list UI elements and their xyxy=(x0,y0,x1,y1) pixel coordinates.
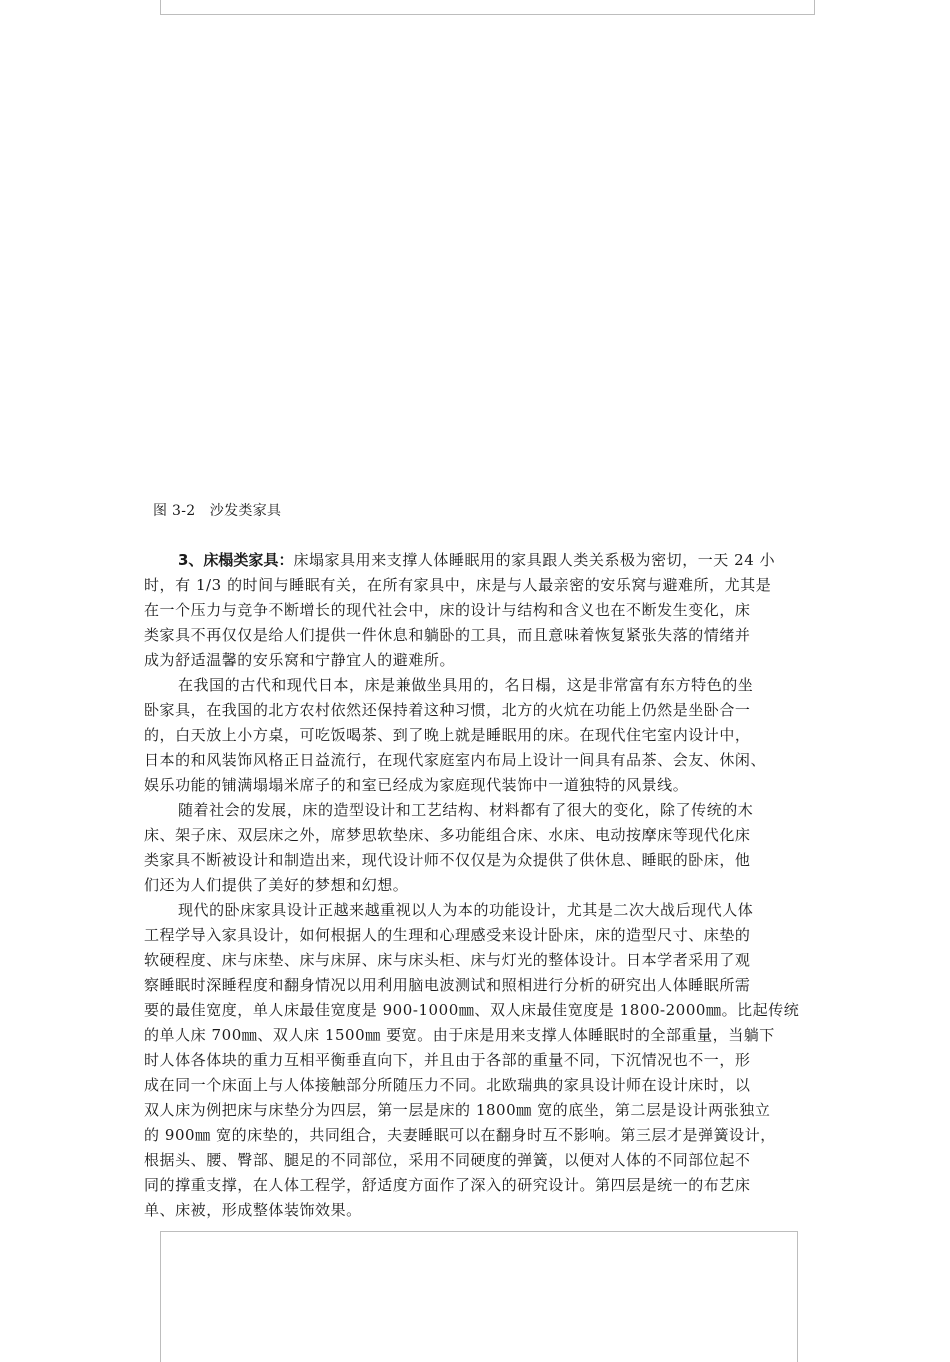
text-line: 的 900㎜ 宽的床垫的，共同组合，夫妻睡眠可以在翻身时互不影响。第三层才是弹簧设计， xyxy=(144,1126,776,1144)
text-line: 时人体各体块的重力互相平衡垂直向下，并且由于各部的重量不同，下沉情况也不一，形 xyxy=(144,1051,751,1069)
text-line: 工程学导入家具设计，如何根据人的生理和心理感受来设计卧床，床的造型尺寸、床垫的 xyxy=(144,926,751,944)
text-line: 软硬程度、床与床垫、床与床屏、床与床头柜、床与灯光的整体设计。日本学者采用了观 xyxy=(144,951,751,969)
text-line: 类家具不再仅仅是给人们提供一件休息和躺卧的工具，而且意味着恢复紧张失落的情绪并 xyxy=(144,626,751,644)
figure-frame-top xyxy=(160,0,815,15)
text-line: 根据头、腰、臀部、腿足的不同部位，采用不同硬度的弹簧，以便对人体的不同部位起不 xyxy=(144,1151,751,1169)
figure-frame-bottom xyxy=(160,1231,798,1362)
text-line: 随着社会的发展，床的造型设计和工艺结构、材料都有了很大的变化，除了传统的木 xyxy=(178,801,754,819)
text-line: 成为舒适温馨的安乐窝和宁静宜人的避难所。 xyxy=(144,651,456,669)
text-line: 在一个压力与竞争不断增长的现代社会中，床的设计与结构和含义也在不断发生变化，床 xyxy=(144,601,751,619)
text-line: 同的撑重支撑，在人体工程学，舒适度方面作了深入的研究设计。第四层是统一的布艺床 xyxy=(144,1176,751,1194)
text-line: 床、架子床、双层床之外，席梦思软垫床、多功能组合床、水床、电动按摩床等现代化床 xyxy=(144,826,751,844)
text-line: 日本的和风装饰风格正日益流行，在现代家庭室内布局上设计一间具有品茶、会友、休闲、 xyxy=(144,751,767,769)
text-line: 双人床为例把床与床垫分为四层，第一层是床的 1800㎜ 宽的底坐，第二层是设计两张独立 xyxy=(144,1101,771,1119)
text-line: 成在同一个床面上与人体接触部分所随压力不同。北欧瑞典的家具设计师在设计床时，以 xyxy=(144,1076,751,1094)
section-body xyxy=(144,548,824,1223)
text-line: 察睡眠时深睡程度和翻身情况以用利用脑电波测试和照相进行分析的研究出人体睡眠所需 xyxy=(144,976,751,994)
text-line: 现代的卧床家具设计正越来越重视以人为本的功能设计，尤其是二次大战后现代人体 xyxy=(178,901,754,919)
text-line: 时，有 1/3 的时间与睡眠有关，在所有家具中，床是与人最亲密的安乐窝与避难所，尤其是 xyxy=(144,576,772,594)
section-heading: 3、床榻类家具： xyxy=(178,551,294,569)
text-line: 卧家具，在我国的北方农村依然还保持着这种习惯，北方的火炕在功能上仍然是坐卧合一 xyxy=(144,701,751,719)
text-line: 3、床榻类家具：床塌家具用来支撑人体睡眠用的家具跟人类关系极为密切，一天 24 小 xyxy=(178,551,776,569)
text-line: 类家具不断被设计和制造出来，现代设计师不仅仅是为众提供了供休息、睡眠的卧床，他 xyxy=(144,851,751,869)
text-line: 的，白天放上小方桌，可吃饭喝茶、到了晚上就是睡眠用的床。在现代住宅室内设计中， xyxy=(144,726,751,744)
figure-caption: 图 3-2 沙发类家具 xyxy=(153,503,282,519)
text-line: 娱乐功能的铺满塌塌米席子的和室已经成为家庭现代装饰中一道独特的风景线。 xyxy=(144,776,689,794)
text-line: 单、床被，形成整体装饰效果。 xyxy=(144,1201,362,1219)
text-line: 要的最佳宽度，单人床最佳宽度是 900-1000㎜、双人床最佳宽度是 1800-2000㎜。比起传统 xyxy=(144,1001,800,1019)
text-line: 的单人床 700㎜、双人床 1500㎜ 要宽。由于床是用来支撑人体睡眠时的全部重量，当躺下 xyxy=(144,1026,775,1044)
text-line: 们还为人们提供了美好的梦想和幻想。 xyxy=(144,876,409,894)
text-line: 在我国的古代和现代日本，床是兼做坐具用的，名日榻，这是非常富有东方特色的坐 xyxy=(178,676,754,694)
